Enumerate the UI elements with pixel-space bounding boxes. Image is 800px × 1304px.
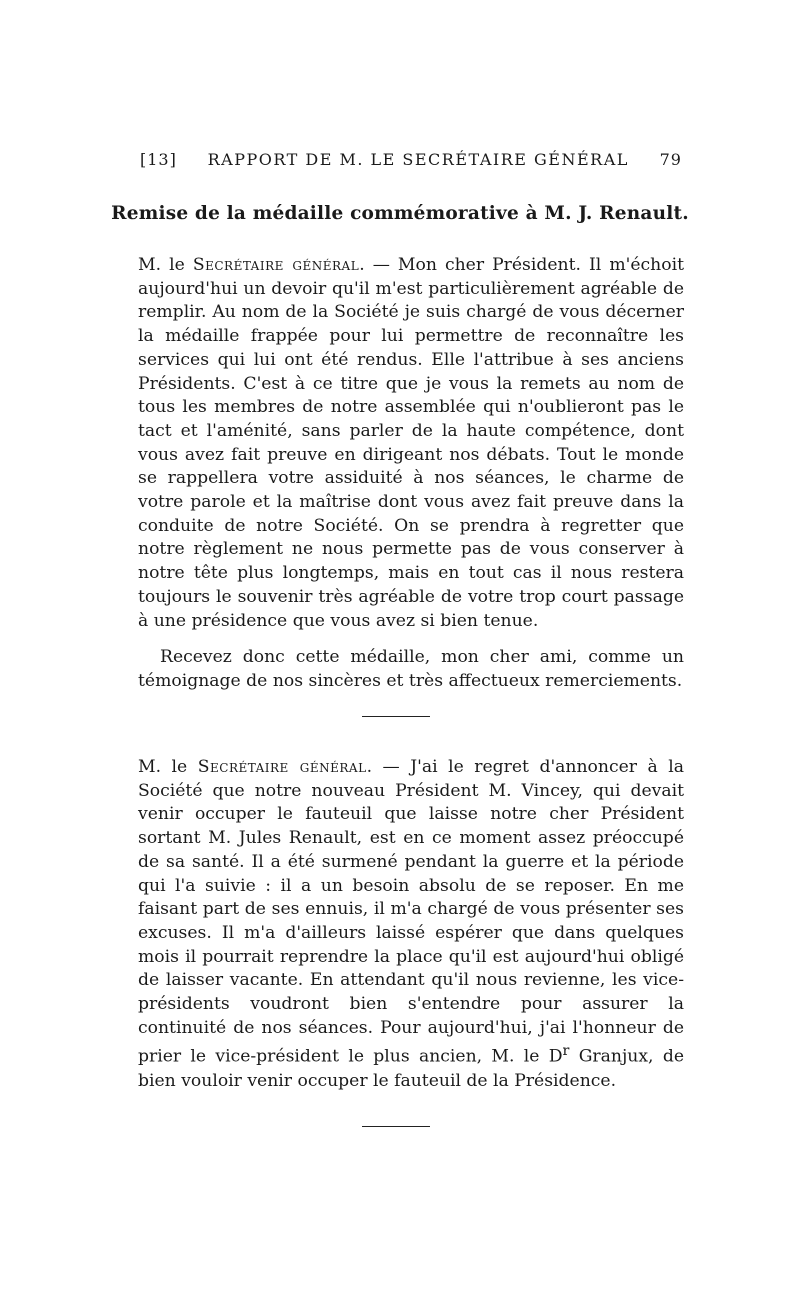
speech-1-text: . — Mon cher Président. Il m'échoit aujourd'hui un devoir qu'il m'est particulièrement agréable de remplir. Au nom de la Société je suis chargé de vous décerner la médaille frappée pour lui permettre de reconnaître les services qui lui ont été rendus. Elle l'attribue à ses anciens Présidents. C'est à ce titre que je vous la remets au nom de tous les membres de notre assemblée qui n'oublieront pas le tact et l'aménité, sans parler de la haute compétence, dont vous avez fait preuve en dirigeant nos débats. Tout le monde se rappellera votre assiduité à nos séances, le charme de votre parole et la maîtrise dont vous avez fait preuve dans la conduite de notre Société. On se prendra à regretter que notre règlement ne nous permette pas de vous conserver à notre tête plus longtemps, mais en tout cas il nous restera toujours le souvenir très agréable de votre trop court passage à une présidence que vous avez si bien tenue. <box>138 255 684 631</box>
doctor-superscript: r <box>562 1043 570 1060</box>
speech-1-paragraph <box>138 254 684 633</box>
speech-2-text-part2: Granjux, de bien vouloir venir occuper le fauteuil de la Présidence. <box>138 1047 684 1091</box>
running-title: RAPPORT DE M. LE SECRÉTAIRE GÉNÉRAL <box>207 150 629 169</box>
speech-2-text-part1: . — J'ai le regret d'annoncer à la Société que notre nouveau Président M. Vincey, qui devait venir occuper le fauteuil que laisse notre cher Président sortant M. Jules Renault, est en ce moment assez préoccupé de sa santé. Il a été surmené pendant la guerre et la période qui l'a suivie : il a un besoin absolu de se reposer. En me faisant part de ses ennuis, il m'a chargé de vous présenter ses excuses. Il m'a d'ailleurs laissé espérer que dans quelques mois il pourrait reprendre la place qu'il est aujourd'hui obligé de laisser vacante. En attendant qu'il nous revienne, les vice-présidents voudront bien s'entendre pour assurer la continuité de nos séances. Pour aujourd'hui, j'ai l'honneur de prier le vice-président le plus ancien, M. le D <box>138 757 684 1068</box>
section-divider <box>362 716 430 717</box>
page-ref: [13] <box>140 150 177 169</box>
page-number: 79 <box>659 150 682 169</box>
section-title: Remise de la médaille commémorative à M. J. Renault. <box>111 203 689 224</box>
end-divider <box>362 1126 430 1127</box>
speech-1-closing: Recevez donc cette médaille, mon cher ami, comme un témoignage de nos sincères et très affectueux remerciements. <box>138 647 684 691</box>
speech-2-speaker-title: Secrétaire général <box>197 757 367 777</box>
speech-1-speaker-prefix: M. le <box>138 255 193 275</box>
running-header <box>140 150 682 169</box>
speech-2-paragraph <box>138 756 684 1094</box>
speech-2-speaker-prefix: M. le <box>138 757 198 777</box>
speech-1-speaker-title: Secrétaire général <box>192 255 360 275</box>
